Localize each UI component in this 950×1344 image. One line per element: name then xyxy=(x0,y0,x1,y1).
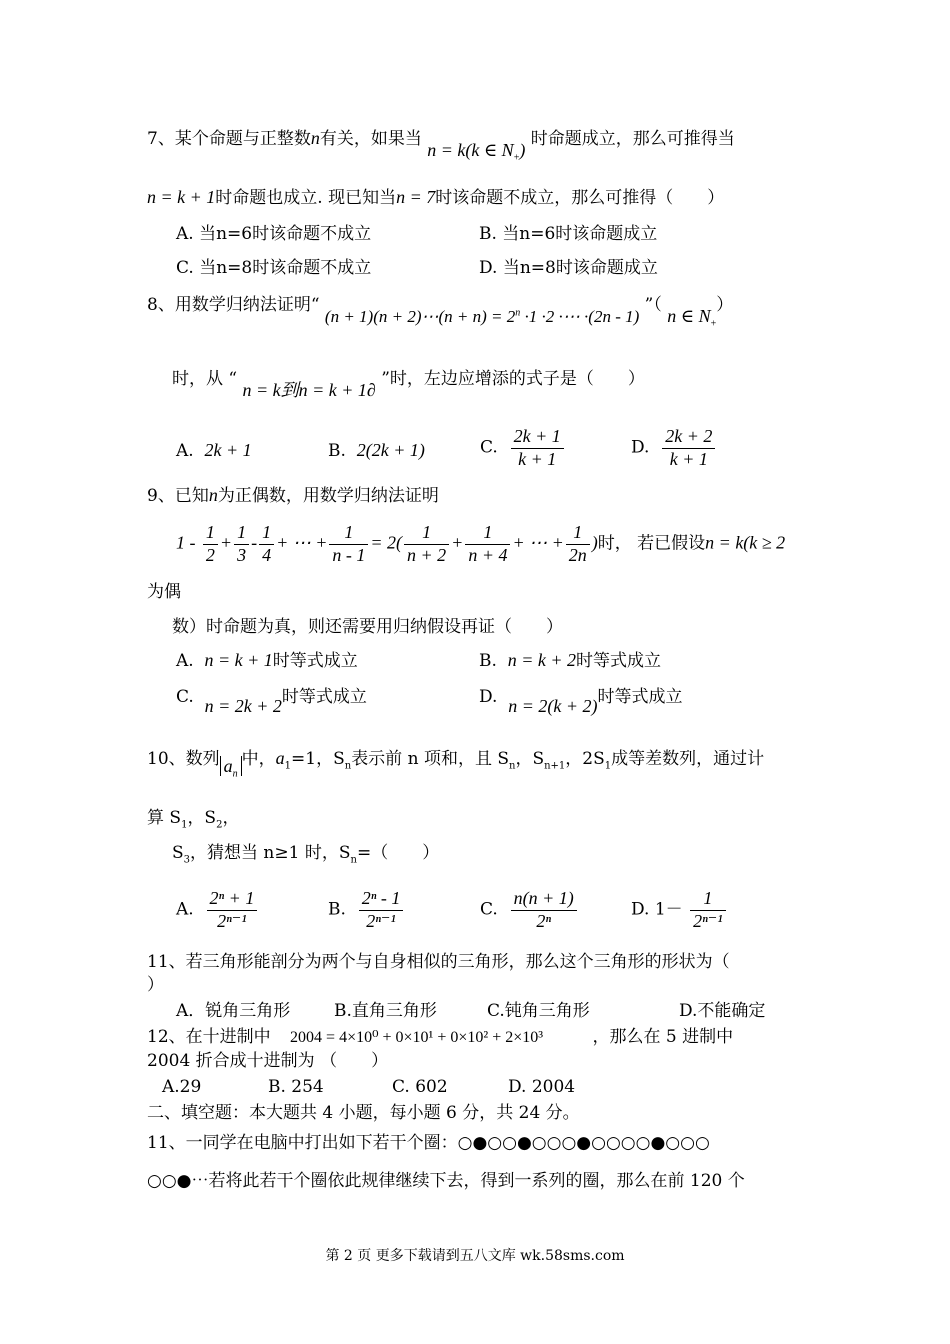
option-text: 时等式成立 xyxy=(281,687,367,707)
option-label: C. xyxy=(176,687,194,707)
q9-line3: 为偶 xyxy=(147,582,181,602)
fraction xyxy=(259,522,274,566)
q9-text: 为正偶数，用数学归纳法证明 xyxy=(217,486,439,506)
q10-seq-var: a xyxy=(223,756,233,776)
q10-text: ，猜想当 n≥1 时，S xyxy=(190,843,351,863)
fraction-den: 2ⁿ⁻¹ xyxy=(217,910,247,931)
q10-text: =（ ） xyxy=(356,843,440,863)
q10-sub: 3 xyxy=(183,854,191,866)
q11-option-d: D.不能确定 xyxy=(679,1001,766,1021)
q8-math-sub: + xyxy=(710,318,717,330)
q8-math2 xyxy=(667,306,717,330)
q7-option-b: B. 当n=6时该命题成立 xyxy=(479,224,658,244)
fraction xyxy=(359,888,404,932)
fraction-den: 2ⁿ xyxy=(536,910,552,931)
q11-option-b: B.直角三角形 xyxy=(334,1001,437,1021)
fraction-num: 1 xyxy=(203,522,218,545)
option-math: n = 2k + 2 xyxy=(204,696,282,716)
option-text: 时等式成立 xyxy=(597,687,683,707)
q8-option-c xyxy=(480,426,566,470)
q7-math xyxy=(427,140,526,164)
fraction-den: k + 1 xyxy=(669,448,708,469)
eq-part: 1 - xyxy=(176,532,196,553)
q8-math-part: ·1 ·2 ·⋯ ·(2n - 1) xyxy=(520,307,640,326)
option-label: B. xyxy=(328,899,346,920)
q7-math: n = 7 xyxy=(396,187,436,207)
fraction xyxy=(329,522,368,566)
q10-sub: n xyxy=(344,760,352,772)
eq-part: = 2( xyxy=(370,532,402,553)
q10-sub: 1 xyxy=(604,760,612,772)
q8-math-sup: n xyxy=(515,307,521,319)
fraction-den: n + 2 xyxy=(407,544,447,565)
page-footer: 第 2 页 更多下载请到五八文库 wk.58sms.com xyxy=(325,1248,625,1264)
q8-math-part: n ∈ N xyxy=(667,306,711,326)
q10-text: ，S xyxy=(187,808,217,828)
fraction xyxy=(203,522,218,566)
fraction-den: 2n xyxy=(568,544,587,565)
fraction-num: 1 xyxy=(404,522,449,545)
q10-text: 算 S xyxy=(147,808,182,828)
fraction xyxy=(207,888,258,932)
fraction xyxy=(234,522,249,566)
fraction xyxy=(511,888,577,932)
fraction-num: 2k + 1 xyxy=(511,426,564,449)
eq-op: + xyxy=(451,532,464,553)
q9-math: n = k(k ≥ 2 xyxy=(705,532,786,553)
q10-sub: n+1 xyxy=(544,760,566,772)
fraction-num: 2ⁿ + 1 xyxy=(207,888,258,911)
fraction-num: 1 xyxy=(329,522,368,545)
q10-text: 10、数列 xyxy=(147,749,220,769)
option-label: D. 1－ xyxy=(631,899,683,920)
q8-option-d xyxy=(631,426,717,470)
q12-option-a: A.29 xyxy=(162,1077,202,1097)
q11b-line2: ○○●⋯若将此若干个圈依此规律继续下去，得到一系列的圈，那么在前 120 个 xyxy=(147,1171,745,1191)
q10-seq xyxy=(220,756,242,780)
q10-text: ， xyxy=(222,808,240,828)
fraction-den: 2ⁿ⁻¹ xyxy=(366,910,396,931)
q10-option-c xyxy=(480,888,579,932)
q7-math: n = k + 1 xyxy=(147,187,216,207)
eq-op: - xyxy=(251,532,258,553)
q7-text: 时该命题不成立，那么可推得（ ） xyxy=(435,188,725,208)
option-math: n = k + 2 xyxy=(507,650,577,670)
option-label: C. xyxy=(480,899,498,920)
fraction-den: 2 xyxy=(205,544,215,565)
q9-option-a xyxy=(176,650,358,672)
fraction-den: n - 1 xyxy=(332,544,366,565)
q7-text: 时命题也成立. 现已知当 xyxy=(215,188,397,208)
option-label: A. xyxy=(176,441,194,461)
q10-a1-sub: 1 xyxy=(284,760,292,772)
q8-math xyxy=(325,307,639,326)
fraction xyxy=(404,522,449,566)
q9-option-c xyxy=(176,686,367,716)
q8-math: n = k到n = k + 1∂ xyxy=(242,380,376,400)
q7-text: 7、某个命题与正整数 xyxy=(147,129,311,149)
q11-line1: 11、若三角形能剖分为两个与自身相似的三角形，那么这个三角形的形状为（ xyxy=(147,952,730,972)
fraction-den: 2ⁿ⁻¹ xyxy=(693,910,723,931)
q10-sub: 1 xyxy=(181,819,188,831)
q7-option-d: D. 当n=8时该命题成立 xyxy=(479,258,658,278)
q12-option-d: D. 2004 xyxy=(508,1077,576,1097)
fraction-num: 1 xyxy=(234,522,249,545)
q7-math-part: n = k(k ∈ N xyxy=(427,140,514,160)
option-label: D. xyxy=(631,437,650,458)
q12-text: 12、在十进制中 xyxy=(147,1027,271,1047)
q8-option-a xyxy=(176,440,252,462)
q10-text: ，2S xyxy=(565,749,605,769)
option-label: A. xyxy=(176,651,194,671)
option-math: 2k + 1 xyxy=(204,440,252,460)
q7-option-c: C. 当n=8时该命题不成立 xyxy=(176,258,372,278)
q9-option-b xyxy=(479,650,661,672)
option-text: 时等式成立 xyxy=(576,651,662,671)
q8-text: ”时，左边应增添的式子是（ ） xyxy=(381,369,645,389)
q8-text: 8、用数学归纳法证明“ xyxy=(147,295,320,315)
fraction-den: 4 xyxy=(262,544,272,565)
q10-a1: a xyxy=(275,748,285,768)
q10-sub: 2 xyxy=(216,819,223,831)
fraction-den: k + 1 xyxy=(518,448,557,469)
q8-text: 时，从 “ xyxy=(172,369,238,389)
q7-text: 时命题成立，那么可推得当 xyxy=(530,129,735,149)
q12-option-c: C. 602 xyxy=(392,1077,448,1097)
fraction-num: 2ⁿ - 1 xyxy=(359,888,404,911)
option-math: n = k + 1 xyxy=(204,650,273,670)
q10-text: ，S xyxy=(515,749,545,769)
option-math: n = 2(k + 2) xyxy=(508,696,598,716)
q8-line1 xyxy=(147,294,734,330)
q9-text: 时， 若已假设 xyxy=(597,533,706,554)
q10-text: 表示前 n 项和，且 S xyxy=(351,749,509,769)
q7-line2 xyxy=(147,187,724,209)
q10-text: =1，S xyxy=(291,749,345,769)
q11-line2: ） xyxy=(147,975,164,995)
q10-option-a xyxy=(176,888,259,932)
q12-math: 2004 = 4×10⁰ + 0×10¹ + 0×10² + 2×10³ xyxy=(290,1029,544,1046)
fraction-den: n + 4 xyxy=(468,544,508,565)
q8-option-b xyxy=(328,440,425,462)
q9-option-d xyxy=(479,686,683,716)
fraction-num: 1 xyxy=(566,522,590,545)
q9-line1 xyxy=(147,485,439,507)
option-text: 时等式成立 xyxy=(272,651,358,671)
q10-option-b xyxy=(328,888,405,932)
q10-text: 成等差数列，通过计 xyxy=(611,749,765,769)
q12-option-b: B. 254 xyxy=(268,1077,324,1097)
option-math: 2(2k + 1) xyxy=(356,440,425,460)
q10-sub: n xyxy=(509,760,516,772)
option-label: A. xyxy=(176,899,194,920)
fraction-num: 1 xyxy=(465,522,510,545)
q12-text: ，那么在 5 进制中 xyxy=(592,1027,734,1047)
q11-option-c: C.钝角三角形 xyxy=(487,1001,590,1021)
fraction xyxy=(566,522,590,566)
fraction-num: 1 xyxy=(690,888,726,911)
q7-option-a: A. 当n=6时该命题不成立 xyxy=(176,224,372,244)
option-label: D. xyxy=(479,687,498,707)
q10-line1 xyxy=(147,748,765,780)
q10-text: S xyxy=(172,843,184,863)
fraction xyxy=(511,426,564,470)
fraction xyxy=(662,426,715,470)
option-label: C. xyxy=(480,437,498,458)
fraction xyxy=(690,888,726,932)
q8-text: ”（ xyxy=(644,295,662,315)
eq-op: + ⋯ + xyxy=(276,532,328,553)
q7-math-close: ) xyxy=(519,140,526,160)
fraction xyxy=(465,522,510,566)
q12-line2: 2004 折合成十进制为 （ ） xyxy=(147,1051,389,1071)
q10-seq-sub: n xyxy=(232,768,238,780)
q12-line1 xyxy=(147,1027,733,1047)
q9-line4: 数）时命题为真，则还需要用归纳假设再证（ ） xyxy=(172,617,563,637)
q9-var: n xyxy=(208,485,218,505)
q8-line2 xyxy=(172,368,645,400)
q8-math-part: (n + 1)(n + 2)⋯(n + n) = 2 xyxy=(324,307,516,326)
q7-var: n xyxy=(310,128,320,148)
q7-math-sub: + xyxy=(513,152,520,164)
option-label: B. xyxy=(328,441,346,461)
q8-text: ） xyxy=(716,295,734,315)
q9-text: 9、已知 xyxy=(147,486,209,506)
q10-sub: n xyxy=(350,854,357,866)
q10-line2 xyxy=(147,808,239,831)
q11b-line1: 11、一同学在电脑中打出如下若干个圈：○●○○●○○○●○○○○●○○○ xyxy=(147,1133,710,1153)
fraction-num: 2k + 2 xyxy=(662,426,715,449)
eq-part: ) xyxy=(591,532,598,553)
eq-op: + ⋯ + xyxy=(512,532,564,553)
eq-op: + xyxy=(219,532,233,553)
q10-text: 中， xyxy=(241,749,276,769)
q9-equation xyxy=(176,522,785,566)
section-title: 二、填空题：本大题共 4 小题，每小题 6 分，共 24 分。 xyxy=(147,1103,580,1123)
q7-line1 xyxy=(147,128,735,164)
q11-option-a: A．锐角三角形 xyxy=(176,1001,291,1021)
option-label: B. xyxy=(479,651,497,671)
q10-line3 xyxy=(172,843,439,866)
q10-option-d xyxy=(631,888,728,932)
fraction-num: n(n + 1) xyxy=(511,888,577,911)
fraction-num: 1 xyxy=(259,522,274,545)
fraction-den: 3 xyxy=(237,544,247,565)
q7-text: 有关，如果当 xyxy=(319,129,422,149)
